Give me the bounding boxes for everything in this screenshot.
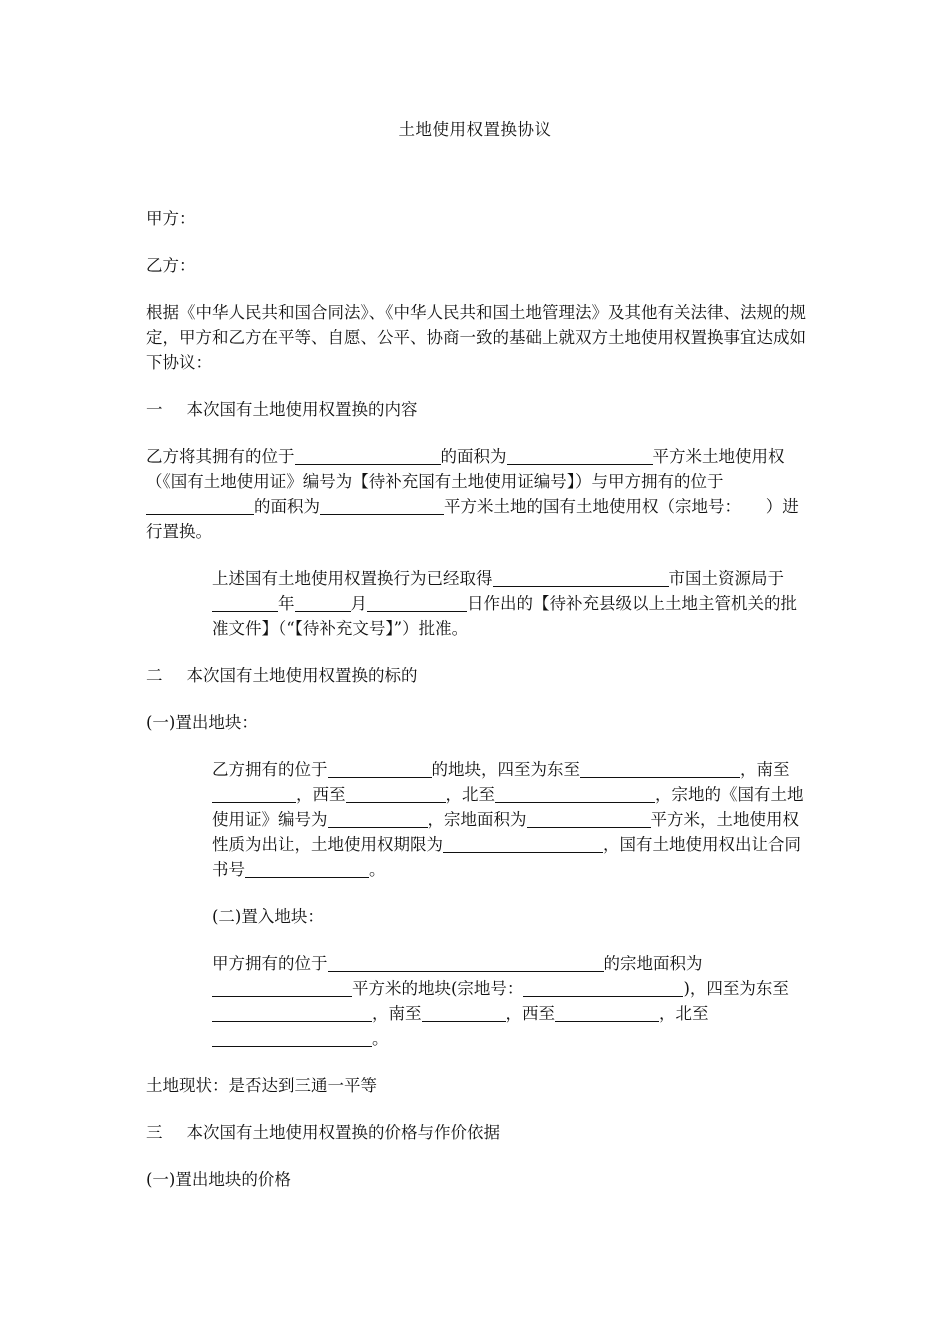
text-run: 的面积为: [440, 447, 507, 466]
text-run: 的地块，四至为东至: [431, 760, 580, 779]
blank-line: [523, 979, 683, 997]
text-run: 年: [278, 594, 295, 613]
section-1-paragraph-2: [146, 566, 810, 641]
text-run: 乙方将其拥有的位于: [146, 447, 295, 466]
section-number: 一: [146, 400, 163, 419]
section-3-heading: [146, 1120, 810, 1145]
out-parcel-paragraph: [146, 757, 810, 882]
section-title: 本次国有土地使用权置换的标的: [186, 666, 418, 685]
blank-line: [495, 785, 655, 803]
section-2-heading: [146, 663, 810, 688]
section-number: 三: [146, 1123, 163, 1142]
land-status-line: 土地现状：是否达到三通一平等: [146, 1076, 377, 1095]
text-run: ，北至: [445, 785, 495, 804]
blank-line: [146, 497, 254, 515]
text-run: ，西至: [505, 1004, 555, 1023]
blank-line: [422, 1004, 506, 1022]
blank-line: [580, 760, 740, 778]
text-run: 日作出的【待补充县级以上土地主管机关的批准文件】（“【待补充文号】”）批准。: [212, 594, 797, 638]
blank-line: [328, 760, 432, 778]
text-run: ，宗地的《国有土地使用证》编号为: [212, 785, 804, 829]
text-run: ，南至: [740, 760, 790, 779]
text-run: 平方米的地块(宗地号：: [352, 979, 524, 998]
text-run: 平方米土地的国有土地使用权（宗地号： ）进行置换。: [146, 497, 799, 541]
document-body: [146, 206, 810, 1214]
text-run: 市国土资源局于: [668, 569, 784, 588]
out-parcel-heading: (一)置出地块：: [146, 713, 258, 732]
blank-line: [212, 594, 278, 612]
section-title: 本次国有土地使用权置换的价格与作价依据: [186, 1123, 500, 1142]
text-run: ，西至: [296, 785, 346, 804]
preamble-paragraph: 根据《中华人民共和国合同法》、《中华人民共和国土地管理法》及其他有关法律、法规的规定，甲方和乙方在平等、自愿、公平、协商一致的基础上就双方土地使用权置换事宜达成如下协议：: [146, 303, 806, 372]
blank-line: [212, 1029, 372, 1047]
blank-line: [212, 979, 352, 997]
section-1-paragraph-1: [146, 444, 810, 544]
blank-line: [493, 569, 669, 587]
text-run: ，宗地面积为: [427, 810, 527, 829]
text-run: ，国有土地使用权出让合同书号: [212, 835, 801, 879]
section-title: 本次国有土地使用权置换的内容: [186, 400, 418, 419]
text-run: 上述国有土地使用权置换行为已经取得: [212, 569, 493, 588]
blank-line: [295, 447, 441, 465]
text-run: 乙方拥有的位于: [212, 760, 328, 779]
blank-line: [443, 835, 603, 853]
blank-line: [507, 447, 653, 465]
in-parcel-paragraph: [146, 951, 810, 1051]
blank-line: [346, 785, 446, 803]
blank-line: [328, 954, 604, 972]
text-run: 平方米，土地使用权性质为出让，土地使用权期限为: [212, 810, 799, 854]
party-b-line: 乙方：: [146, 256, 196, 275]
blank-line: [212, 1004, 372, 1022]
blank-line: [328, 810, 428, 828]
document-title: 土地使用权置换协议: [398, 120, 552, 139]
blank-line: [245, 860, 369, 878]
text-run: 平方米土地使用权（《国有土地使用证》编号为【待补充国有土地使用证编号】）与甲方拥有的位于: [146, 447, 785, 491]
text-run: 。: [372, 1029, 389, 1048]
text-run: ，北至: [659, 1004, 709, 1023]
party-a-line: 甲方：: [146, 209, 196, 228]
text-run: 的宗地面积为: [603, 954, 703, 973]
text-run: 甲方拥有的位于: [212, 954, 328, 973]
blank-line: [367, 594, 467, 612]
section-number: 二: [146, 666, 163, 685]
blank-line: [212, 785, 296, 803]
section-1-heading: [146, 397, 810, 422]
section-3-subheading: (一)置出地块的价格: [146, 1170, 291, 1189]
text-run: 。: [369, 860, 386, 879]
blank-line: [527, 810, 651, 828]
text-run: )，四至为东至: [683, 979, 789, 998]
text-run: ，南至: [372, 1004, 422, 1023]
blank-line: [295, 594, 351, 612]
in-parcel-heading: (二)置入地块：: [212, 907, 324, 926]
blank-line: [555, 1004, 659, 1022]
blank-line: [320, 497, 444, 515]
text-run: 月: [350, 594, 367, 613]
text-run: 的面积为: [254, 497, 320, 516]
